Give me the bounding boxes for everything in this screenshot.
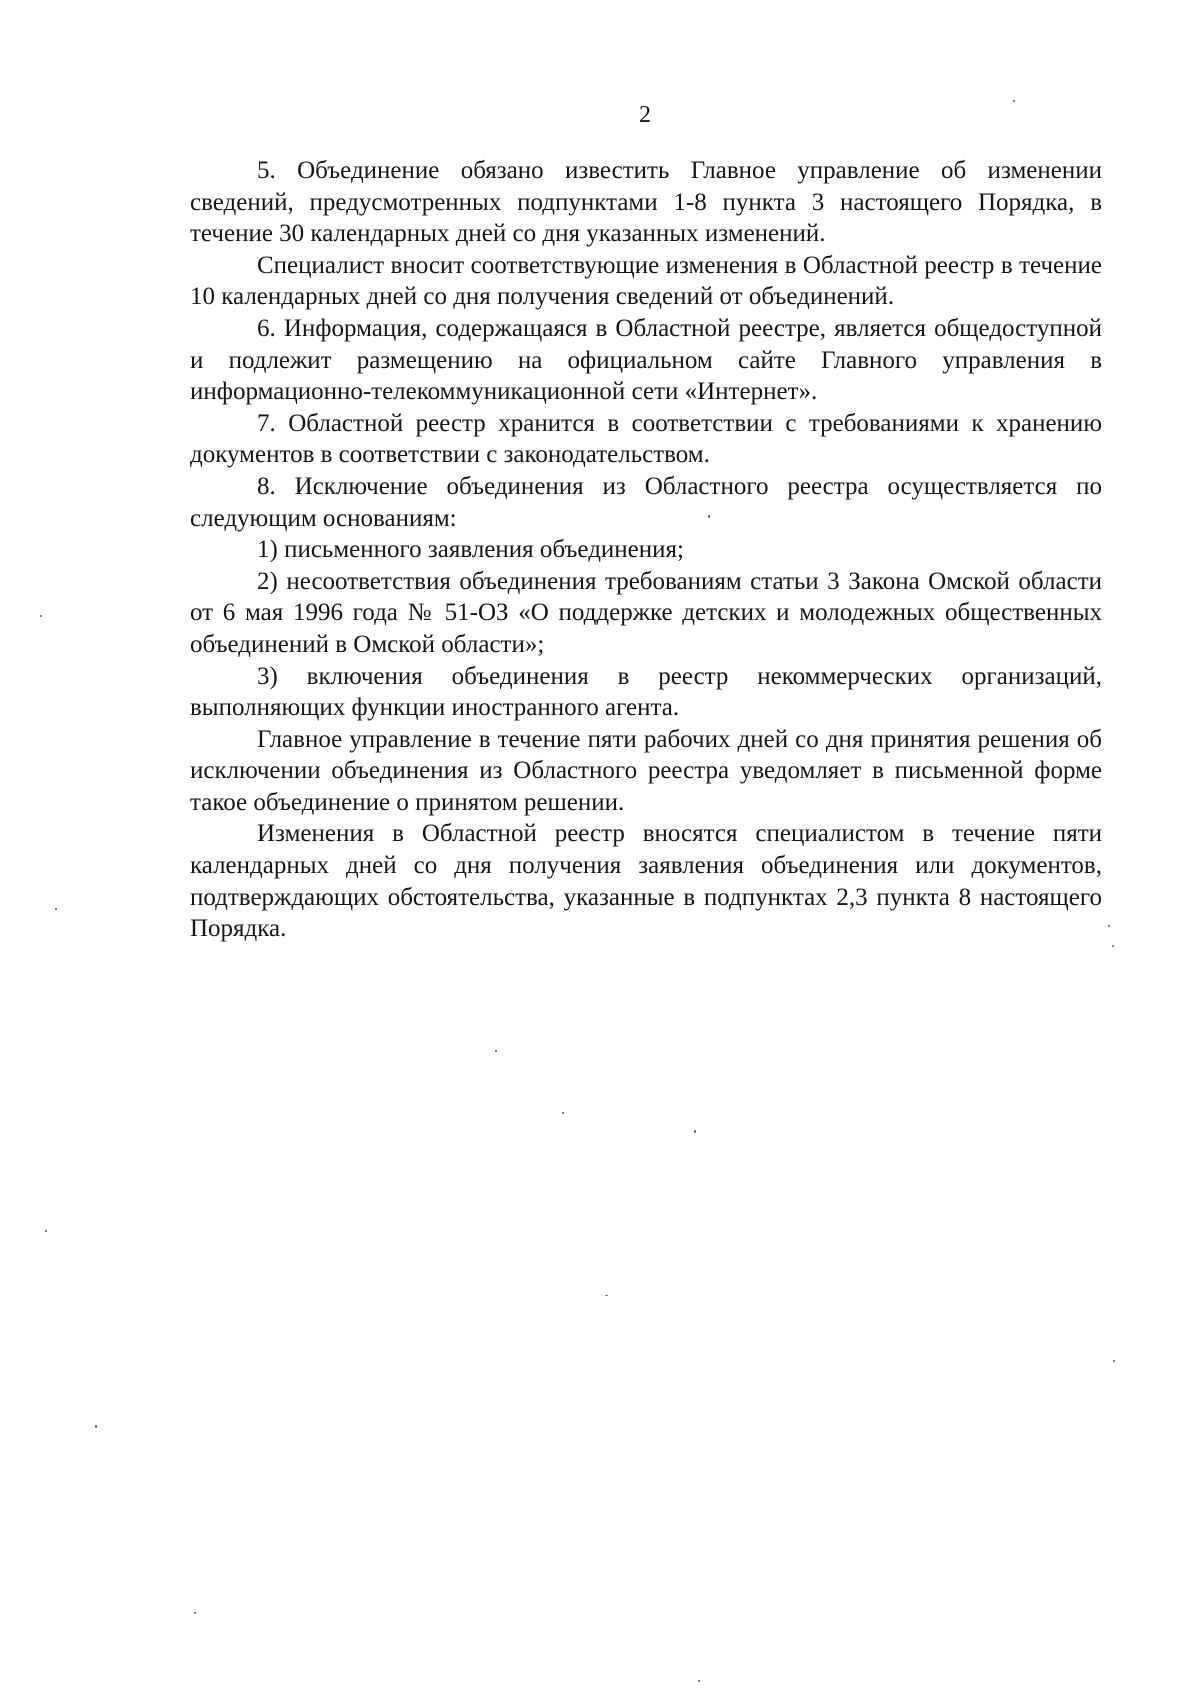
paragraph-exclusion-notice: Главное управление в течение пяти рабочих дней со дня принятия решения об исключении объединения из Областного реестра уведомляет в письменной форме такое объединение о принятом решении.	[190, 725, 1102, 816]
scan-speck	[708, 515, 710, 518]
paragraph-item-5: 5. Объединение обязано известить Главное управление об изменении сведений, предусмотренных подпунктами 1-8 пункта 3 настоящего Порядка, в течение 30 календарных дней со дня указанных изменений.	[190, 157, 1102, 248]
scan-speck	[495, 1050, 497, 1052]
scan-speck	[605, 1295, 608, 1296]
paragraph-item-8: 8. Исключение объединения из Областного реестра осуществляется по следующим основаниям:	[190, 472, 1102, 532]
list-item-2: 2) несоответствия объединения требованиям статьи 3 Закона Омской области от 6 мая 1996 года № 51-ОЗ «О поддержке детских и молодежных общественных объединений в Омской области»;	[190, 567, 1102, 658]
paragraph-item-6: 6. Информация, содержащаяся в Областной реестре, является общедоступной и подлежит размещению на официальном сайте Главного управления в информационно-телекоммуникационной сети «Интернет».	[190, 314, 1102, 406]
paragraph-specialist-changes: Специалист вносит соответствующие изменения в Областной реестр в течение 10 календарных дней со дня получения сведений от объединений.	[190, 251, 1102, 311]
scan-speck	[45, 1230, 47, 1232]
paragraph-changes-timeline: Изменения в Областной реестр вносятся специалистом в течение пяти календарных дней со дня получения заявления объединения или документов, подтверждающих обстоятельства, указанные в подпунктах 2,3 пункта 8 настоящего Порядка.	[190, 820, 1102, 943]
scan-speck	[694, 1130, 696, 1133]
scan-speck	[1112, 945, 1114, 947]
list-item-3: 3) включения объединения в реестр некоммерческих организаций, выполняющих функции иностранного агента.	[190, 662, 1102, 722]
scan-speck	[1013, 100, 1015, 102]
page-number: 2	[639, 102, 651, 128]
scan-speck	[1113, 1360, 1115, 1362]
list-item-1: 1) письменного заявления объединения;	[257, 536, 684, 564]
scan-speck	[55, 908, 57, 910]
scan-speck	[1108, 925, 1110, 927]
scan-speck	[562, 1112, 564, 1114]
document-body	[190, 155, 1102, 945]
scan-speck	[40, 615, 42, 617]
scan-speck	[194, 1612, 196, 1614]
scan-speck	[698, 1680, 700, 1682]
paragraph-item-7: 7. Областной реестр хранится в соответствии с требованиями к хранению документов в соответствии с законодательством.	[190, 409, 1102, 469]
scan-speck	[95, 1425, 97, 1428]
